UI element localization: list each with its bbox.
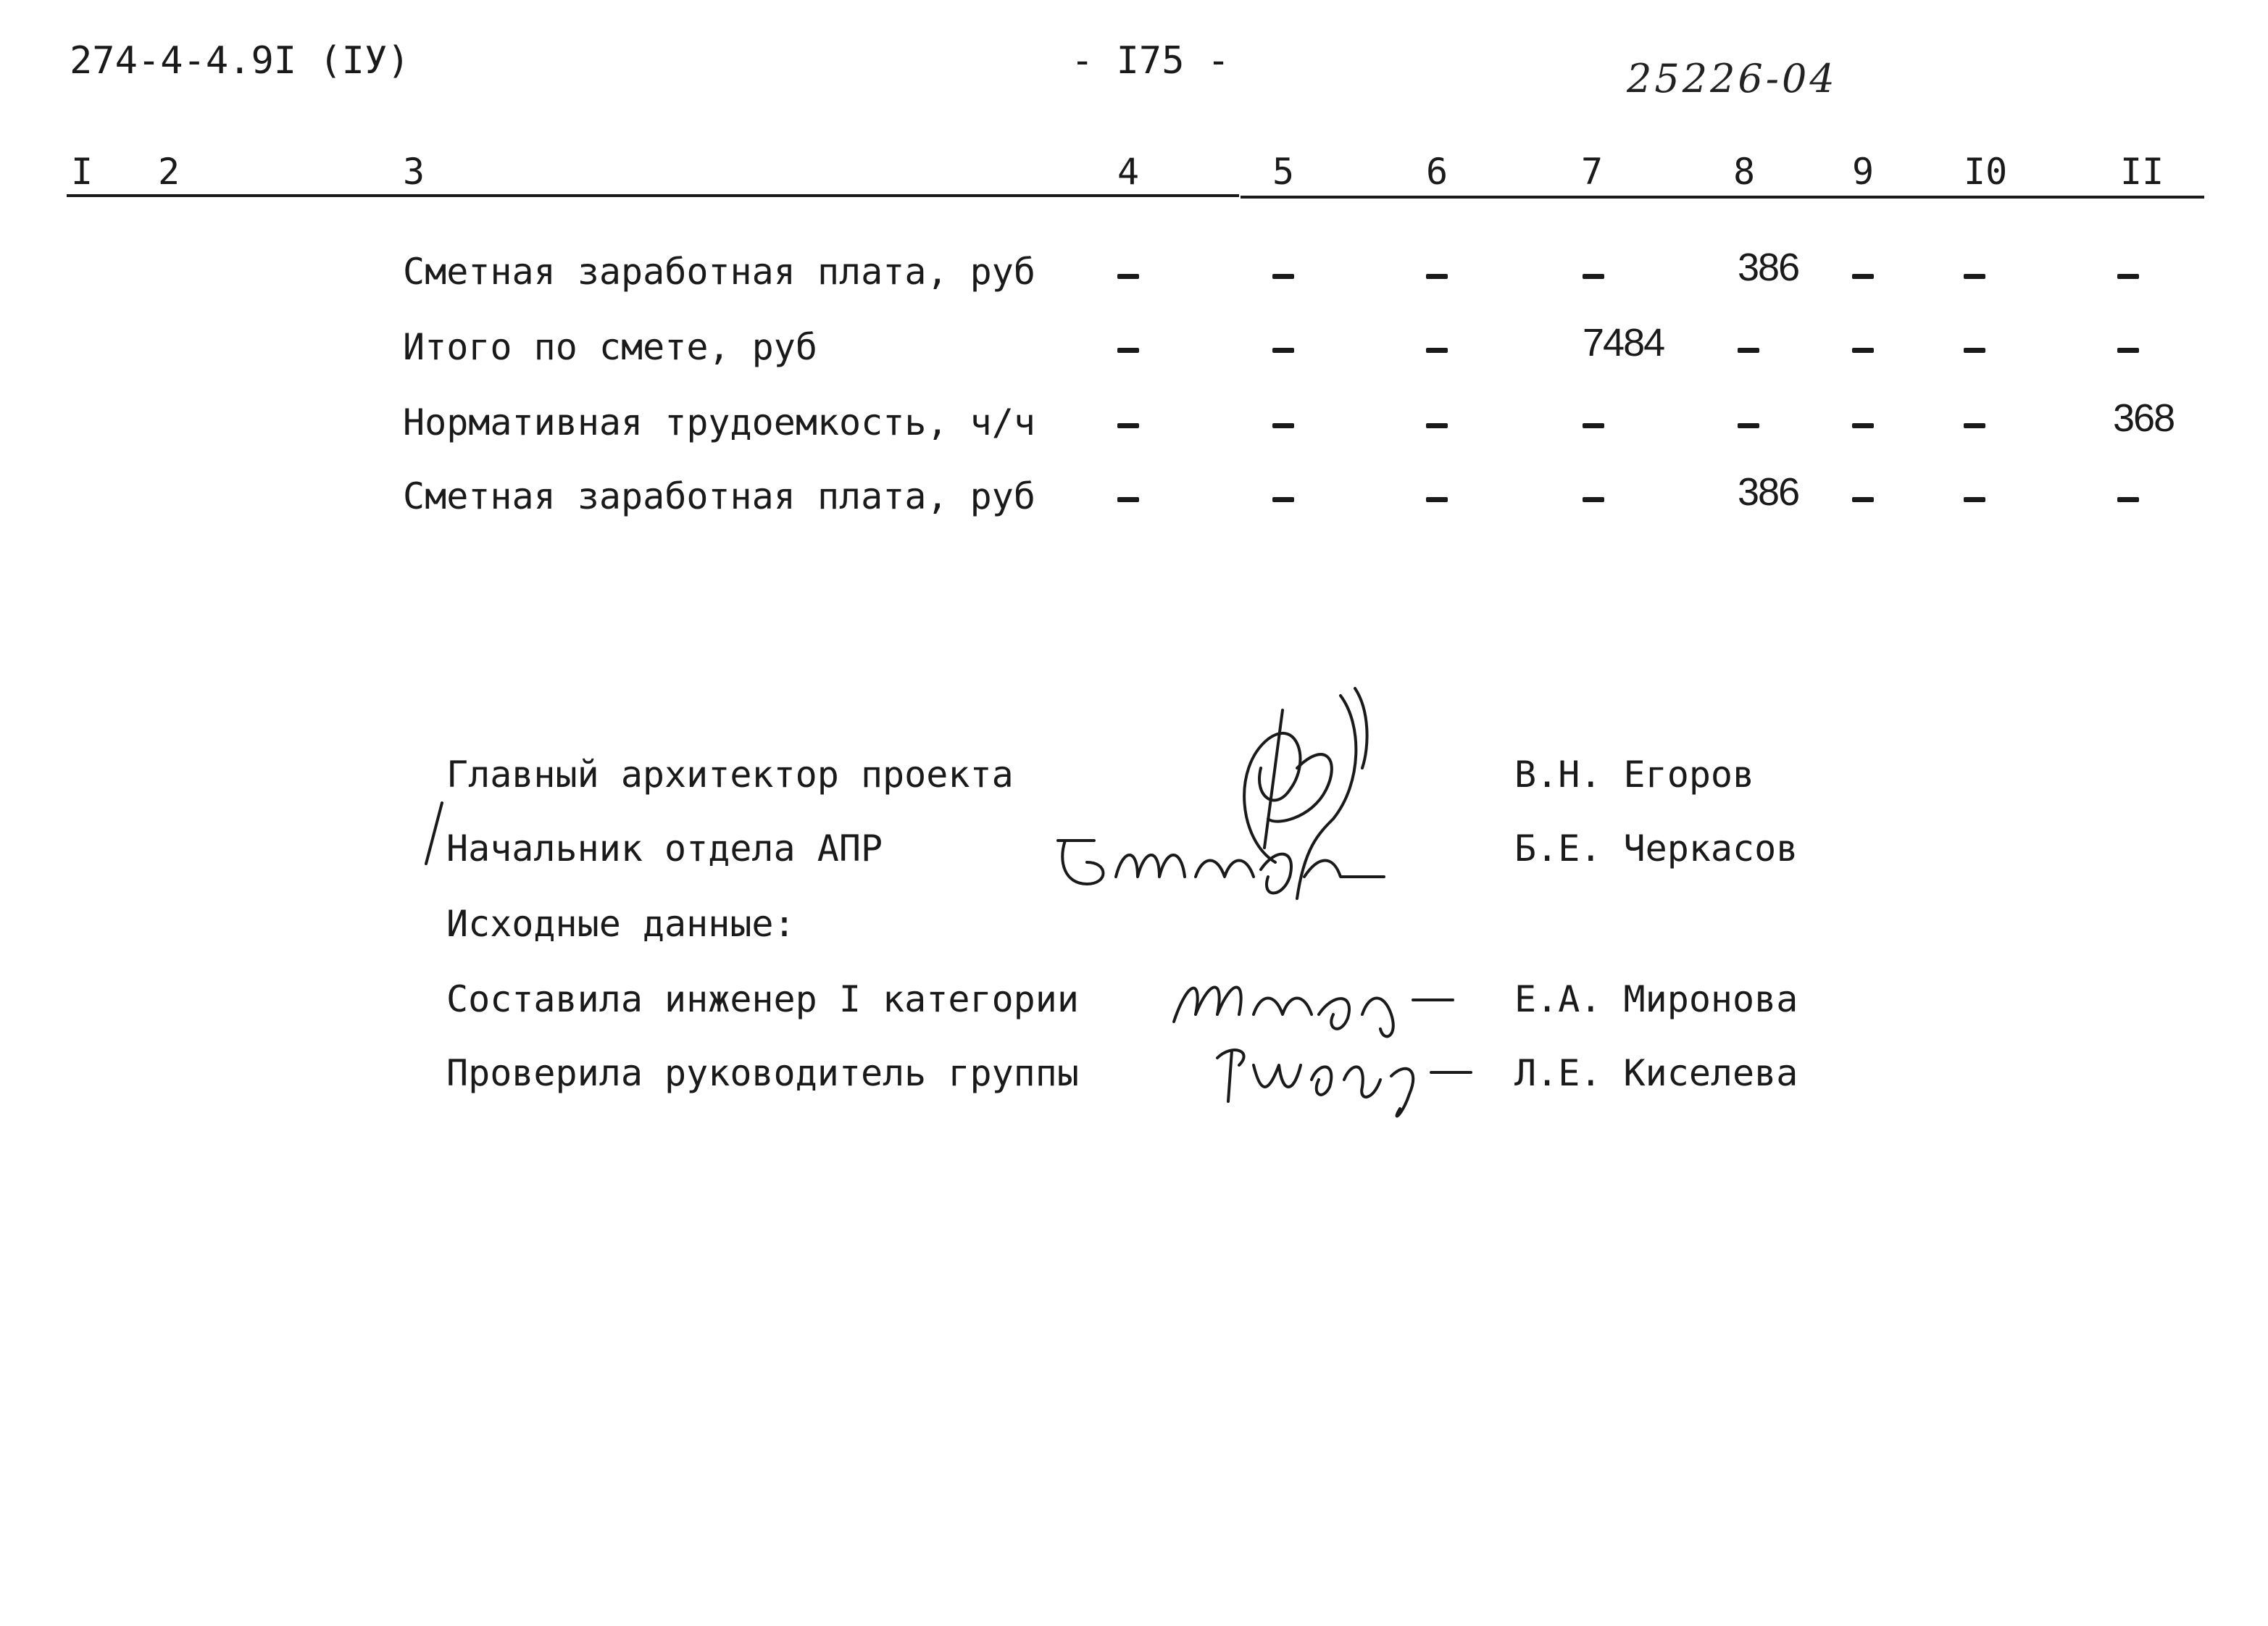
signature-name: В.Н. Егоров bbox=[1514, 754, 1755, 796]
archive-number: 25226-04 bbox=[1627, 56, 1838, 101]
col-header-7: 7 bbox=[1581, 151, 1604, 193]
handwritten-signature bbox=[1043, 819, 1406, 920]
signature-role: Исходные данные: bbox=[446, 903, 796, 945]
dash-mark bbox=[1426, 348, 1448, 353]
cell-value: 386 bbox=[1738, 470, 1799, 514]
dash-mark bbox=[1583, 274, 1604, 279]
handwritten-signature bbox=[1210, 1036, 1485, 1130]
row-label: Итого по смете, руб bbox=[403, 326, 817, 368]
signature-name: Е.А. Миронова bbox=[1514, 978, 1798, 1020]
dash-mark bbox=[1852, 274, 1874, 279]
row-label: Нормативная трудоемкость, ч/ч bbox=[403, 401, 1035, 443]
cell-value: 7484 bbox=[1583, 321, 1664, 364]
signature-role: Начальник отдела АПР bbox=[446, 827, 883, 870]
col-header-1: I bbox=[71, 151, 93, 193]
cell-value: 386 bbox=[1738, 246, 1799, 289]
dash-mark bbox=[1852, 348, 1874, 353]
dash-mark bbox=[1964, 497, 1985, 502]
dash-mark bbox=[1852, 423, 1874, 428]
cell-value: 368 bbox=[2113, 396, 2175, 440]
col-header-3: 3 bbox=[403, 151, 425, 193]
col-header-2: 2 bbox=[158, 151, 180, 193]
dash-mark bbox=[1964, 274, 1985, 279]
dash-mark bbox=[1426, 274, 1448, 279]
col-header-10: I0 bbox=[1964, 151, 2008, 193]
dash-mark bbox=[1964, 348, 1985, 353]
row-label: Сметная заработная плата, руб bbox=[403, 251, 1035, 293]
dash-mark bbox=[1272, 423, 1294, 428]
dash-mark bbox=[1272, 274, 1294, 279]
header-rule-left bbox=[67, 194, 1239, 197]
dash-mark bbox=[1964, 423, 1985, 428]
handwritten-signature bbox=[1167, 964, 1471, 1043]
col-header-11: II bbox=[2120, 151, 2164, 193]
dash-mark bbox=[1117, 274, 1139, 279]
header-rule-right bbox=[1241, 196, 2204, 199]
dash-mark bbox=[1426, 423, 1448, 428]
dash-mark bbox=[2117, 348, 2139, 353]
signature-name: Б.Е. Черкасов bbox=[1514, 827, 1798, 870]
dash-mark bbox=[2117, 497, 2139, 502]
signature-role: Главный архитектор проекта bbox=[446, 754, 1014, 796]
page-number: - I75 - bbox=[1071, 39, 1230, 83]
signature-name: Л.Е. Киселева bbox=[1514, 1052, 1798, 1094]
dash-mark bbox=[1738, 348, 1759, 353]
dash-mark bbox=[1117, 497, 1139, 502]
dash-mark bbox=[2117, 274, 2139, 279]
col-header-6: 6 bbox=[1426, 151, 1448, 193]
dash-mark bbox=[1272, 497, 1294, 502]
dash-mark bbox=[1272, 348, 1294, 353]
signature-role: Составила инженер I категории bbox=[446, 978, 1079, 1020]
col-header-8: 8 bbox=[1733, 151, 1756, 193]
dash-mark bbox=[1426, 497, 1448, 502]
slash-mark bbox=[420, 797, 449, 870]
document-code: 274-4-4.9I (IУ) bbox=[70, 39, 410, 83]
row-label: Сметная заработная плата, руб bbox=[403, 475, 1035, 517]
dash-mark bbox=[1738, 423, 1759, 428]
col-header-5: 5 bbox=[1272, 151, 1295, 193]
dash-mark bbox=[1583, 497, 1604, 502]
signature-role: Проверила руководитель группы bbox=[446, 1052, 1079, 1094]
dash-mark bbox=[1852, 497, 1874, 502]
col-header-9: 9 bbox=[1852, 151, 1875, 193]
col-header-4: 4 bbox=[1117, 151, 1140, 193]
dash-mark bbox=[1117, 348, 1139, 353]
dash-mark bbox=[1583, 423, 1604, 428]
dash-mark bbox=[1117, 423, 1139, 428]
